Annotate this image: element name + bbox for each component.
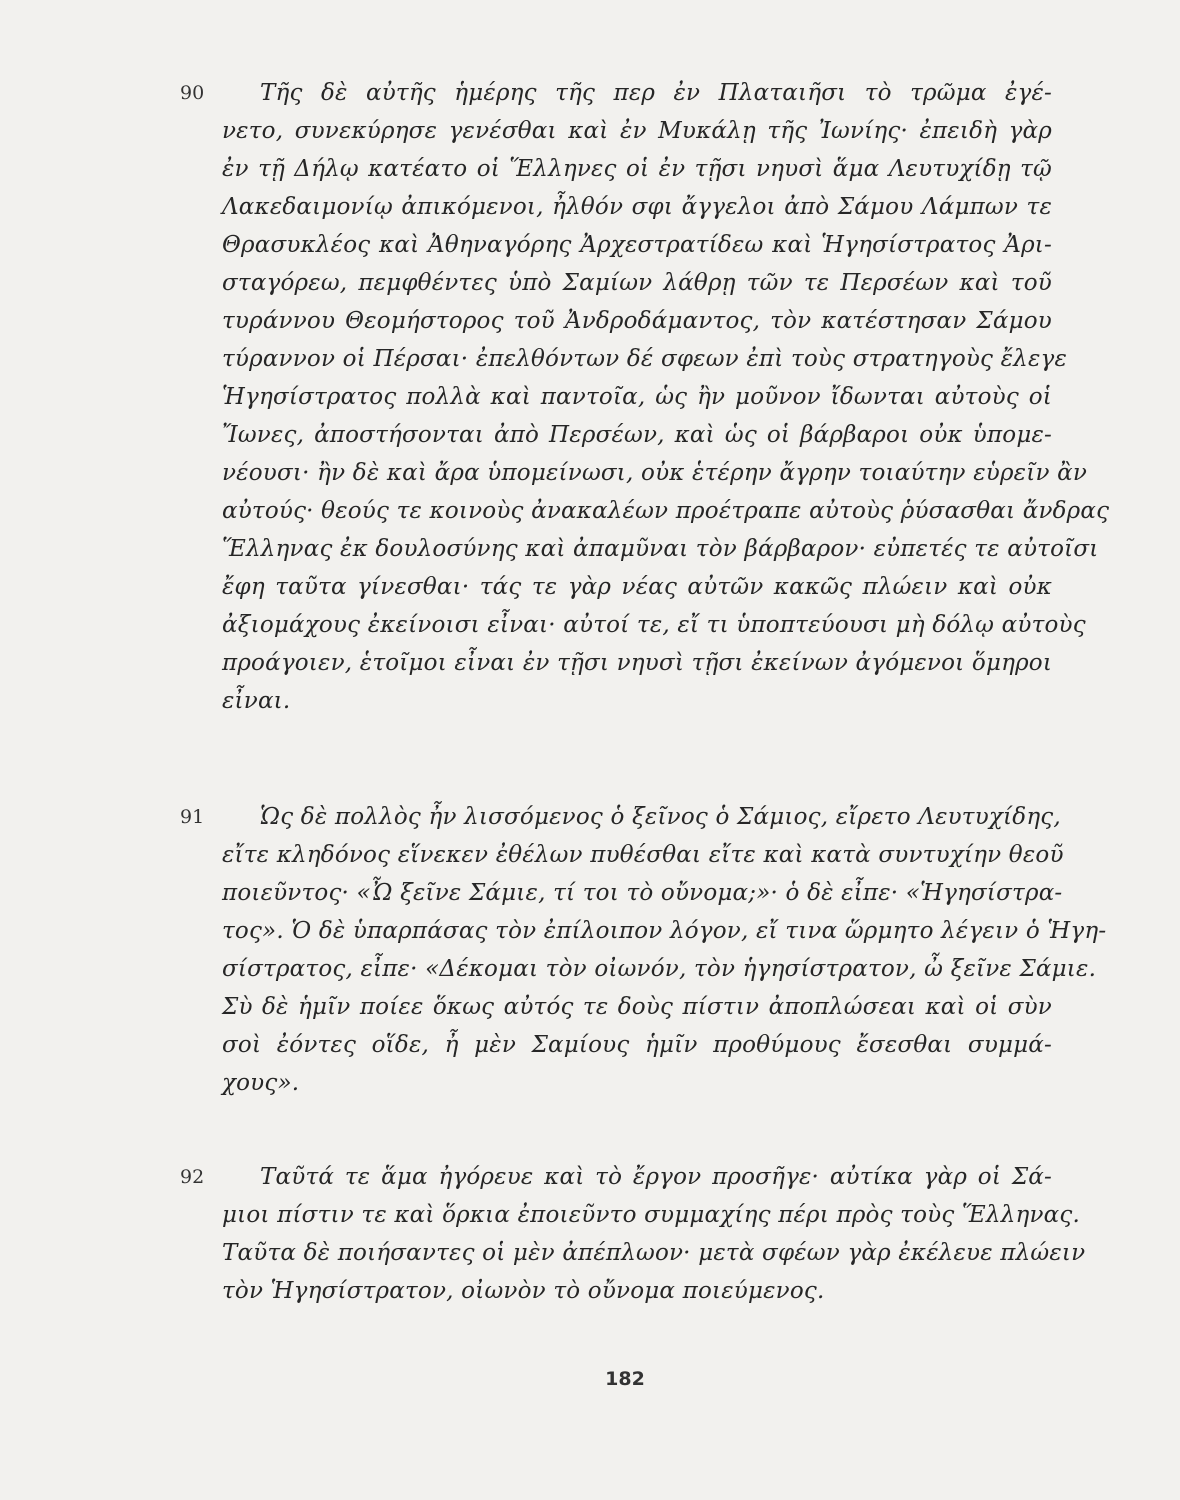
- text-line: Θρασυκλέος καὶ Ἀθηναγόρης Ἀρχεστρατίδεω καὶ Ἡγησίστρατος Ἀρι-: [222, 232, 1052, 258]
- text-line: ποιεῦντος· «Ὦ ξεῖνε Σάμιε, τί τοι τὸ οὔνομα;»· ὁ δὲ εἶπε· «Ἡγησίστρα-: [222, 880, 1063, 906]
- page-number: 182: [605, 1368, 645, 1390]
- text-line: ἐν τῇ Δήλῳ κατέατο οἱ Ἕλληνες οἱ ἐν τῇσι νηυσὶ ἅμα Λευτυχίδῃ τῷ: [222, 156, 1052, 182]
- text-line: σίστρατος, εἶπε· «Δέκομαι τὸν οἰωνόν, τὸν ἡγησίστρατον, ὦ ξεῖνε Σάμιε.: [222, 956, 1097, 982]
- text-line: Ἴωνες, ἀποστήσονται ἀπὸ Περσέων, καὶ ὡς οἱ βάρβαροι οὐκ ὑπομε-: [222, 422, 1052, 448]
- text-line: εἴτε κληδόνος εἵνεκεν ἐθέλων πυθέσθαι εἴτε καὶ κατὰ συντυχίην θεοῦ: [222, 842, 1064, 868]
- text-line: νέουσι· ἢν δὲ καὶ ἄρα ὑπομείνωσι, οὐκ ἑτέρην ἄγρην τοιαύτην εὑρεῖν ἂν: [222, 460, 1088, 486]
- text-line: σοὶ ἐόντες οἵδε, ἦ μὲν Σαμίους ἡμῖν προθύμους ἔσεσθαι συμμά-: [222, 1032, 1052, 1058]
- text-line: νετο, συνεκύρησε γενέσθαι καὶ ἐν Μυκάλῃ τῆς Ἰωνίης· ἐπειδὴ γὰρ: [222, 118, 1052, 144]
- text-line: τὸν Ἡγησίστρατον, οἰωνὸν τὸ οὔνομα ποιεύμενος.: [222, 1278, 825, 1304]
- text-line: Ταῦτα δὲ ποιήσαντες οἱ μὲν ἀπέπλωον· μετὰ σφέων γὰρ ἐκέλευε πλώειν: [222, 1240, 1086, 1266]
- section-number: 90: [180, 82, 205, 104]
- text-line: τύραννον οἱ Πέρσαι· ἐπελθόντων δέ σφεων ἐπὶ τοὺς στρατηγοὺς ἔλεγε: [222, 346, 1067, 372]
- text-line: Ὡς δὲ πολλὸς ἦν λισσόμενος ὁ ξεῖνος ὁ Σάμιος, εἴρετο Λευτυχίδης,: [260, 804, 1061, 830]
- text-line: ἔφη ταῦτα γίνεσθαι· τάς τε γὰρ νέας αὐτῶν κακῶς πλώειν καὶ οὐκ: [222, 574, 1052, 600]
- text-line: Λακεδαιμονίῳ ἀπικόμενοι, ἦλθόν σφι ἄγγελοι ἀπὸ Σάμου Λάμπων τε: [222, 194, 1052, 220]
- text-line: εἶναι.: [222, 688, 291, 714]
- text-line: Ταῦτά τε ἅμα ἠγόρευε καὶ τὸ ἔργον προσῆγε· αὐτίκα γὰρ οἱ Σά-: [260, 1164, 1052, 1190]
- text-line: τυράννου Θεομήστορος τοῦ Ἀνδροδάμαντος, τὸν κατέστησαν Σάμου: [222, 308, 1052, 334]
- text-line: Ἕλληνας ἐκ δουλοσύνης καὶ ἀπαμῦναι τὸν βάρβαρον· εὐπετές τε αὐτοῖσι: [222, 536, 1099, 562]
- text-line: χους».: [222, 1070, 300, 1096]
- text-line: μιοι πίστιν τε καὶ ὅρκια ἐποιεῦντο συμμαχίης πέρι πρὸς τοὺς Ἕλληνας.: [222, 1202, 1080, 1228]
- text-line: ἀξιομάχους ἐκείνοισι εἶναι· αὐτοί τε, εἴ τι ὑποπτεύουσι μὴ δόλῳ αὐτοὺς: [222, 612, 1086, 638]
- text-line: Ἡγησίστρατος πολλὰ καὶ παντοῖα, ὡς ἢν μοῦνον ἴδωνται αὐτοὺς οἱ: [222, 384, 1052, 410]
- section-number: 91: [180, 806, 205, 828]
- text-line: Σὺ δὲ ἡμῖν ποίεε ὅκως αὐτός τε δοὺς πίστιν ἀποπλώσεαι καὶ οἱ σὺν: [222, 994, 1052, 1020]
- text-line: προάγοιεν, ἑτοῖμοι εἶναι ἐν τῇσι νηυσὶ τῇσι ἐκείνων ἀγόμενοι ὅμηροι: [222, 650, 1053, 676]
- text-line: τος». Ὁ δὲ ὑπαρπάσας τὸν ἐπίλοιπον λόγον, εἴ τινα ὥρμητο λέγειν ὁ Ἡγη-: [222, 918, 1107, 944]
- text-line: αὐτούς· θεούς τε κοινοὺς ἀνακαλέων προέτραπε αὐτοὺς ῥύσασθαι ἄνδρας: [222, 498, 1110, 524]
- section-number: 92: [180, 1166, 205, 1188]
- text-line: Τῆς δὲ αὐτῆς ἡμέρης τῆς περ ἐν Πλαταιῆσι τὸ τρῶμα ἐγέ-: [260, 80, 1052, 106]
- text-line: σταγόρεω, πεμφθέντες ὑπὸ Σαμίων λάθρῃ τῶν τε Περσέων καὶ τοῦ: [222, 270, 1052, 296]
